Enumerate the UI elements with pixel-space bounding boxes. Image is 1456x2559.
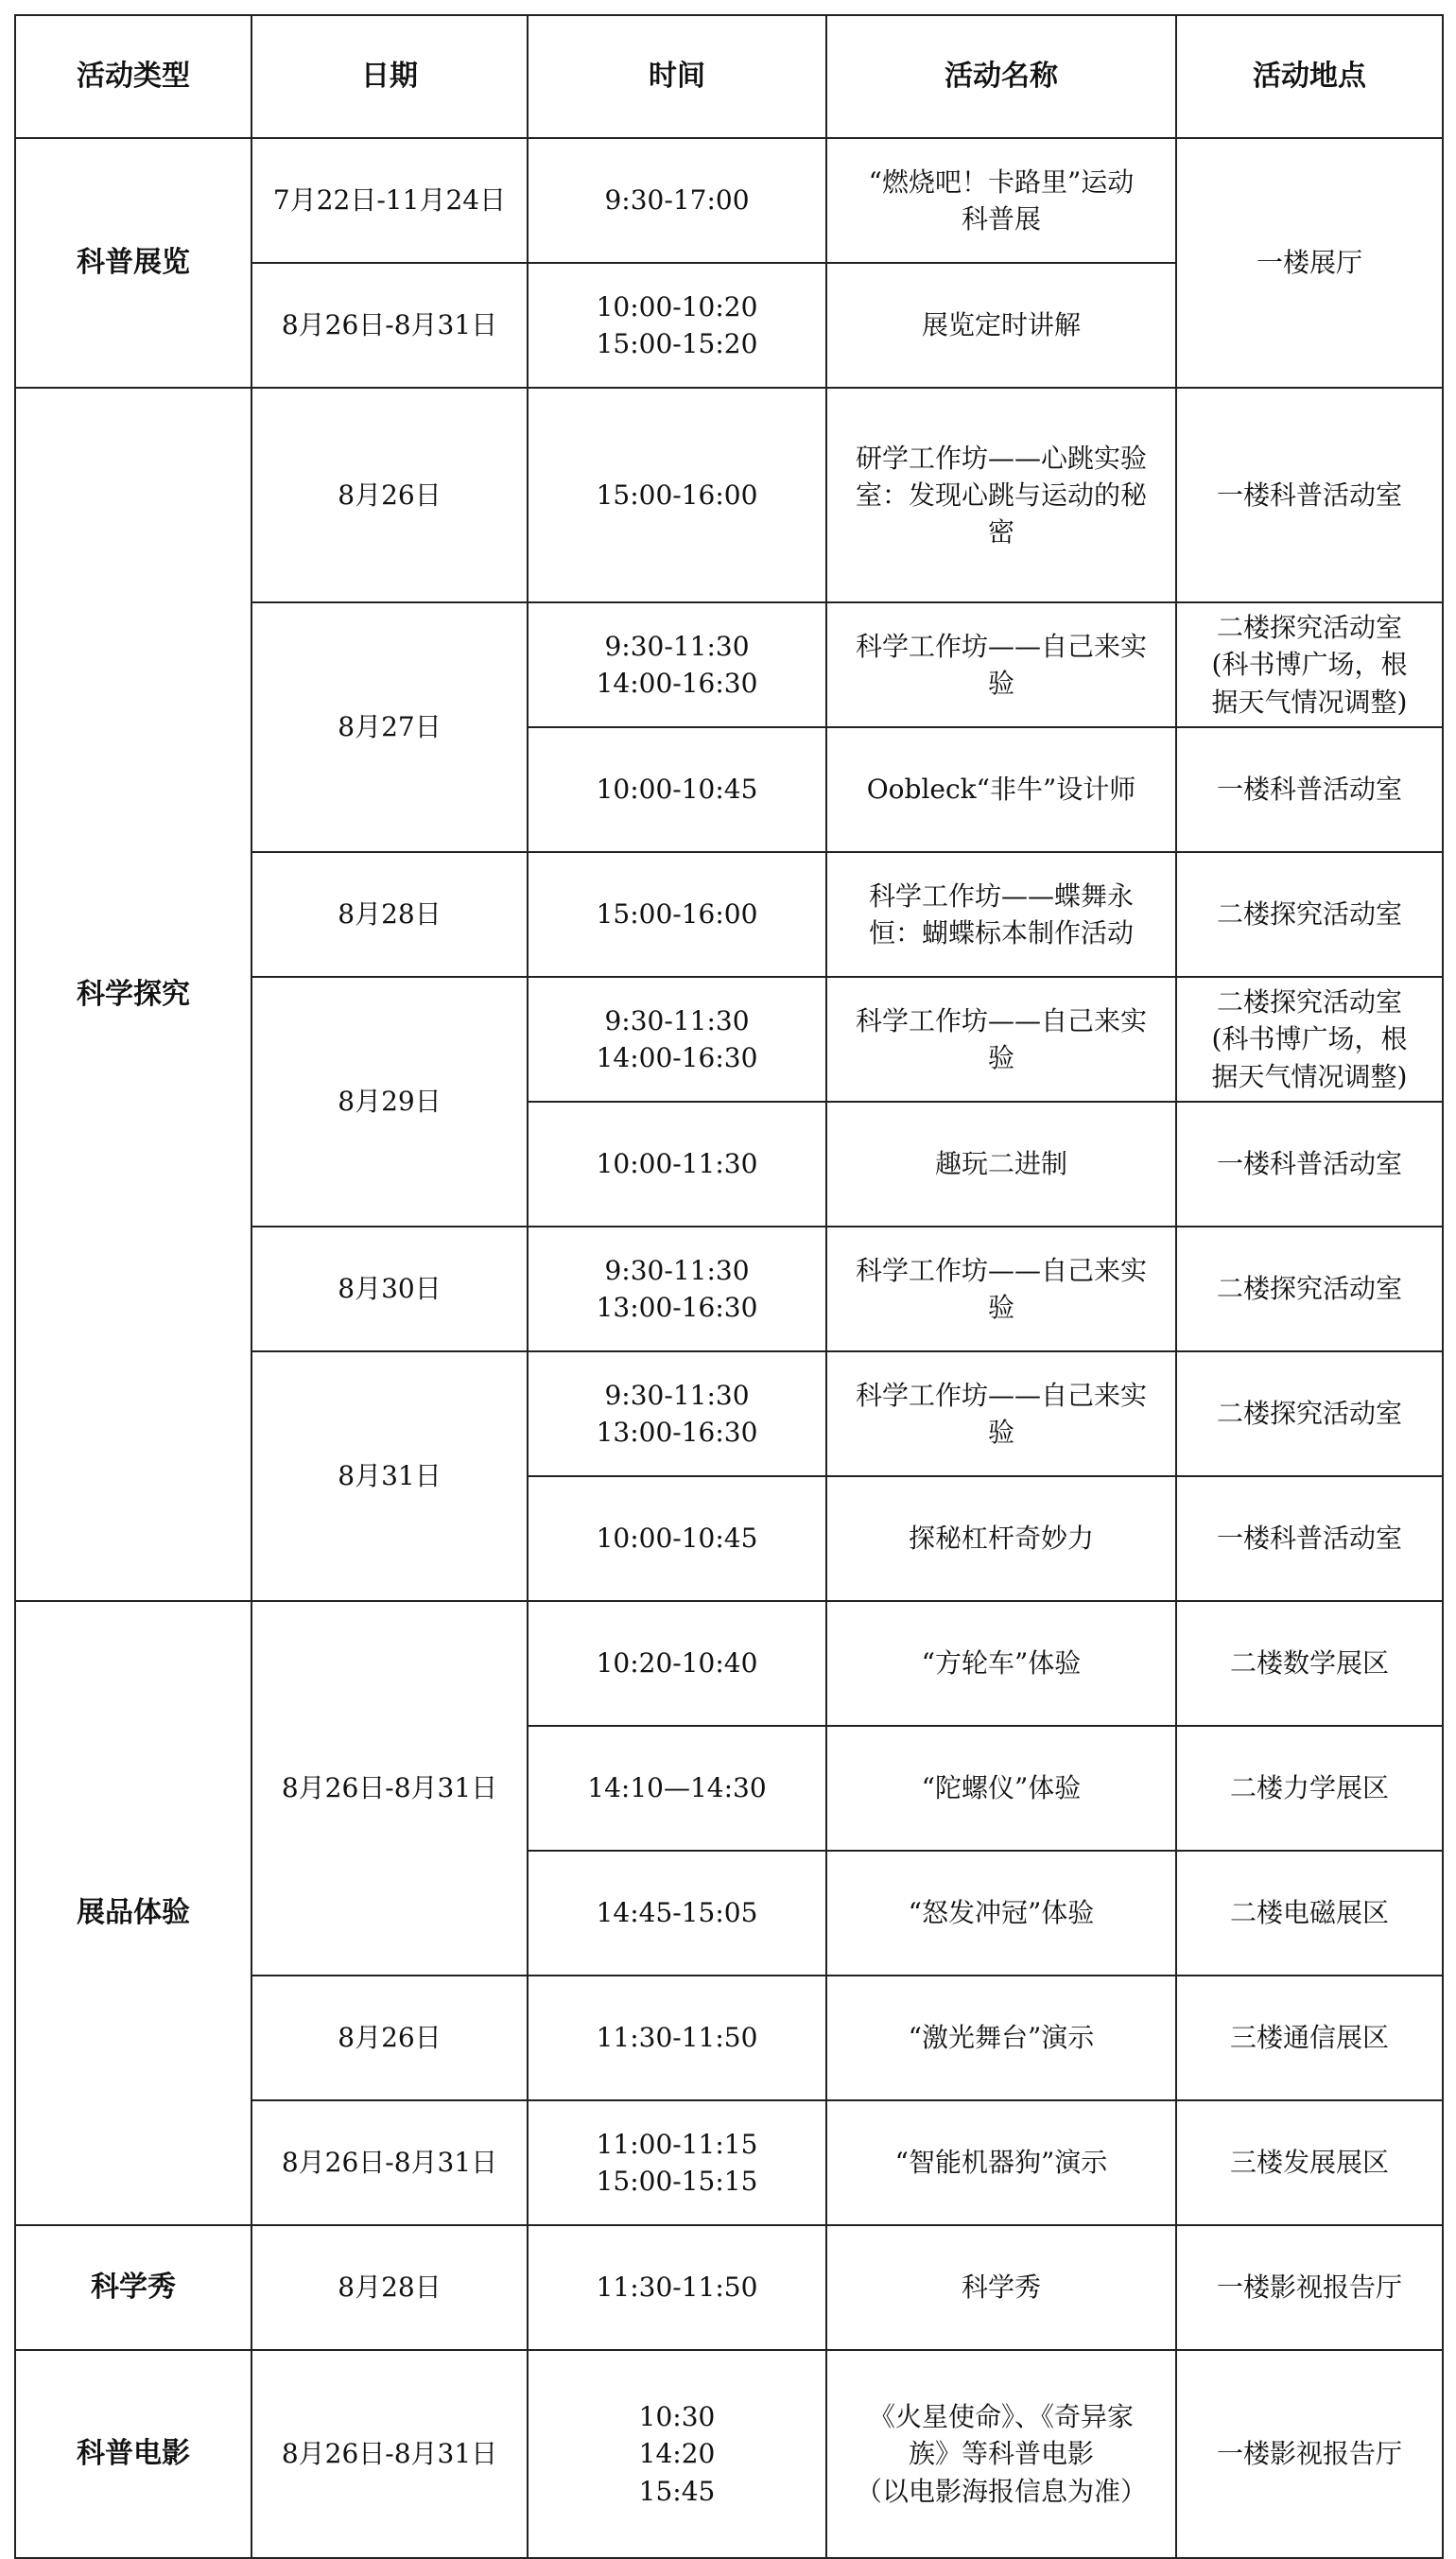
table-row xyxy=(15,388,1443,602)
activity-type-cell: 科学探究 xyxy=(15,388,251,1601)
location-cell: 二楼电磁展区 xyxy=(1176,1851,1443,1976)
location-cell: 二楼数学展区 xyxy=(1176,1601,1443,1726)
date-cell: 8月26日-8月31日 xyxy=(251,2100,528,2225)
location-cell: 二楼探究活动室 xyxy=(1176,1351,1443,1476)
date-cell: 8月31日 xyxy=(251,1351,528,1601)
activity-name-cell: 科学秀 xyxy=(826,2225,1176,2350)
activity-name-cell: 探秘杠杆奇妙力 xyxy=(826,1476,1176,1601)
location-cell: 一楼科普活动室 xyxy=(1176,1476,1443,1601)
header-activity-name: 活动名称 xyxy=(826,15,1176,138)
location-cell: 二楼探究活动室 (科书博广场，根 据天气情况调整) xyxy=(1176,602,1443,727)
activity-type-cell: 展品体验 xyxy=(15,1601,251,2225)
activity-schedule-table xyxy=(14,14,1444,2559)
time-cell: 9:30-11:30 13:00-16:30 xyxy=(528,1227,826,1351)
location-cell: 一楼展厅 xyxy=(1176,138,1443,388)
header-activity-type: 活动类型 xyxy=(15,15,251,138)
location-cell: 二楼探究活动室 xyxy=(1176,852,1443,977)
location-cell: 一楼科普活动室 xyxy=(1176,1102,1443,1227)
time-cell: 15:00-16:00 xyxy=(528,388,826,602)
location-cell: 三楼发展展区 xyxy=(1176,2100,1443,2225)
location-cell: 一楼科普活动室 xyxy=(1176,727,1443,852)
activity-type-cell: 科普展览 xyxy=(15,138,251,388)
header-time: 时间 xyxy=(528,15,826,138)
time-cell: 10:00-11:30 xyxy=(528,1102,826,1227)
activity-name-cell: “方轮车”体验 xyxy=(826,1601,1176,1726)
location-cell: 二楼力学展区 xyxy=(1176,1726,1443,1851)
location-cell: 一楼科普活动室 xyxy=(1176,388,1443,602)
time-cell: 9:30-11:30 13:00-16:30 xyxy=(528,1351,826,1476)
date-cell: 8月26日 xyxy=(251,1976,528,2100)
activity-name-cell: 科学工作坊——自己来实 验 xyxy=(826,1227,1176,1351)
date-cell: 8月28日 xyxy=(251,852,528,977)
activity-name-cell: “陀螺仪”体验 xyxy=(826,1726,1176,1851)
activity-name-cell: “智能机器狗”演示 xyxy=(826,2100,1176,2225)
time-cell: 10:00-10:45 xyxy=(528,727,826,852)
activity-name-cell: 科学工作坊——自己来实 验 xyxy=(826,602,1176,727)
header-date: 日期 xyxy=(251,15,528,138)
table-row xyxy=(15,1601,1443,1726)
activity-name-cell: 趣玩二进制 xyxy=(826,1102,1176,1227)
time-cell: 9:30-11:30 14:00-16:30 xyxy=(528,977,826,1102)
activity-name-cell: “怒发冲冠”体验 xyxy=(826,1851,1176,1976)
location-cell: 三楼通信展区 xyxy=(1176,1976,1443,2100)
table-row xyxy=(15,138,1443,263)
activity-name-cell: “激光舞台”演示 xyxy=(826,1976,1176,2100)
activity-name-cell: 《火星使命》、《奇异家 族》等科普电影 （以电影海报信息为准） xyxy=(826,2350,1176,2558)
location-cell: 二楼探究活动室 (科书博广场，根 据天气情况调整) xyxy=(1176,977,1443,1102)
header-row xyxy=(15,15,1443,138)
activity-name-cell: Oobleck“非牛”设计师 xyxy=(826,727,1176,852)
date-cell: 7月22日-11月24日 xyxy=(251,138,528,263)
time-cell: 10:30 14:20 15:45 xyxy=(528,2350,826,2558)
activity-name-cell: 科学工作坊——自己来实 验 xyxy=(826,977,1176,1102)
date-cell: 8月29日 xyxy=(251,977,528,1227)
activity-name-cell: “燃烧吧！卡路里”运动 科普展 xyxy=(826,138,1176,263)
location-cell: 一楼影视报告厅 xyxy=(1176,2350,1443,2558)
date-cell: 8月30日 xyxy=(251,1227,528,1351)
activity-type-cell: 科学秀 xyxy=(15,2225,251,2350)
activity-name-cell: 科学工作坊——自己来实 验 xyxy=(826,1351,1176,1476)
location-cell: 二楼探究活动室 xyxy=(1176,1227,1443,1351)
header-location: 活动地点 xyxy=(1176,15,1443,138)
time-cell: 9:30-17:00 xyxy=(528,138,826,263)
date-cell: 8月26日 xyxy=(251,388,528,602)
date-cell: 8月27日 xyxy=(251,602,528,852)
time-cell: 11:30-11:50 xyxy=(528,1976,826,2100)
time-cell: 10:00-10:20 15:00-15:20 xyxy=(528,263,826,388)
time-cell: 11:00-11:15 15:00-15:15 xyxy=(528,2100,826,2225)
location-cell: 一楼影视报告厅 xyxy=(1176,2225,1443,2350)
date-cell: 8月28日 xyxy=(251,2225,528,2350)
table-row xyxy=(15,2225,1443,2350)
time-cell: 14:45-15:05 xyxy=(528,1851,826,1976)
table-row xyxy=(15,2350,1443,2558)
time-cell: 14:10—14:30 xyxy=(528,1726,826,1851)
activity-name-cell: 展览定时讲解 xyxy=(826,263,1176,388)
time-cell: 11:30-11:50 xyxy=(528,2225,826,2350)
time-cell: 15:00-16:00 xyxy=(528,852,826,977)
date-cell: 8月26日-8月31日 xyxy=(251,1601,528,1976)
date-cell: 8月26日-8月31日 xyxy=(251,263,528,388)
activity-name-cell: 研学工作坊——心跳实验 室：发现心跳与运动的秘 密 xyxy=(826,388,1176,602)
time-cell: 9:30-11:30 14:00-16:30 xyxy=(528,602,826,727)
time-cell: 10:20-10:40 xyxy=(528,1601,826,1726)
activity-name-cell: 科学工作坊——蝶舞永 恒：蝴蝶标本制作活动 xyxy=(826,852,1176,977)
activity-type-cell: 科普电影 xyxy=(15,2350,251,2558)
time-cell: 10:00-10:45 xyxy=(528,1476,826,1601)
date-cell: 8月26日-8月31日 xyxy=(251,2350,528,2558)
